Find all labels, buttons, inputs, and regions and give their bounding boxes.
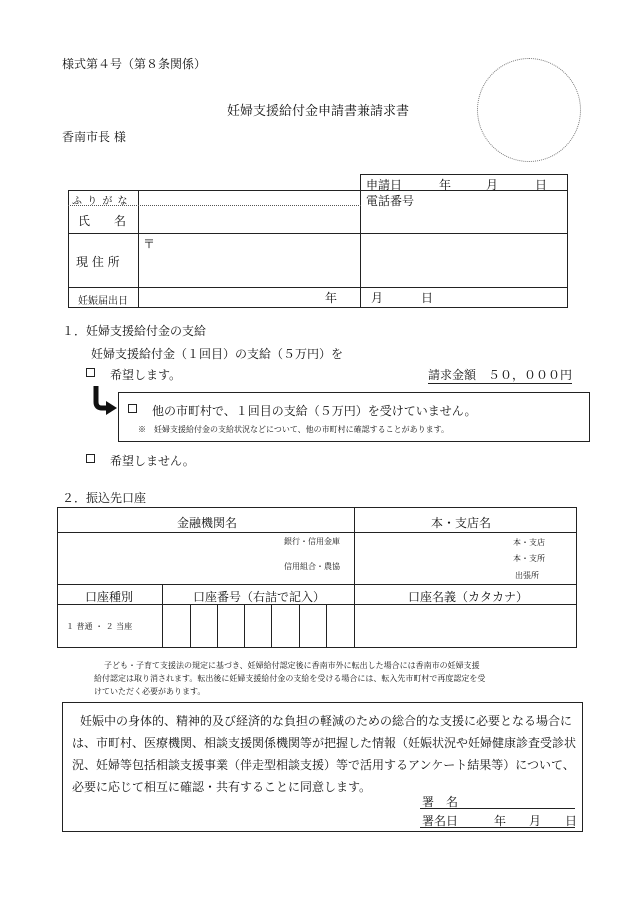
pregnancy-year-unit: 年 [325, 291, 338, 305]
bank-name-header: 金融機関名 [177, 516, 238, 530]
page-title: 妊婦支援給付金申請書兼請求書 [227, 104, 410, 119]
section1-lead: 妊婦支援給付金（１回目）の支給（５万円）を [91, 347, 344, 361]
account-type-header: 口座種別 [85, 590, 134, 604]
phone-label: 電話番号 [366, 194, 415, 208]
account-type-options[interactable]: １ 普通 ・ ２ 当座 [66, 622, 133, 631]
pregnancy-date-field[interactable] [139, 288, 567, 307]
apply-date-year-unit: 年 [439, 178, 452, 192]
account-number-header: 口座番号（右詰で記入） [193, 590, 326, 604]
signature-year-unit: 年 [494, 814, 507, 828]
account-holder-header: 口座名義（カタカナ） [408, 590, 529, 604]
pregnancy-day-unit: 日 [421, 291, 434, 305]
bank-type-1: 銀行・信用金庫 [284, 537, 340, 546]
phone-field[interactable] [361, 208, 567, 233]
notice-line: 子ども・子育て支援法の規定に基づき、妊婦給付認定後に香南市外に転出した場合には香南市の妊婦支援 [104, 661, 480, 670]
addressee: 香南市長 様 [62, 130, 126, 144]
consent-line: 必要に応じて相互に確認・共有することに同意します。 [72, 780, 372, 794]
postal-mark: 〒 [143, 237, 156, 251]
bank-type-2: 信用組合・農協 [284, 562, 340, 571]
arrow-down-right-icon [90, 384, 120, 420]
pregnancy-month-unit: 月 [371, 291, 384, 305]
bank-name-field[interactable] [58, 533, 283, 583]
branch-name-header: 本・支店名 [431, 516, 492, 530]
wish-yes-label: 希望します。 [110, 368, 182, 382]
furigana-field[interactable] [139, 191, 360, 204]
section1-heading: １．妊婦支援給付金の支給 [62, 324, 207, 338]
seal-circle [477, 58, 581, 162]
pregnancy-date-label: 妊娠届出日 [78, 296, 128, 307]
signature-date-label: 署名日 [422, 814, 459, 828]
not-received-checkbox[interactable] [128, 404, 137, 413]
notice-line: 給付認定は取り消されます。転出後に妊婦支援給付金の支給を受ける場合には、転入先市町村で再度認定を受 [94, 674, 486, 683]
signature-month-unit: 月 [529, 814, 542, 828]
wish-yes-checkbox[interactable] [86, 368, 95, 377]
apply-date-month-unit: 月 [486, 178, 499, 192]
address-label: 現 住 所 [76, 255, 120, 269]
branch-type-3: 出張所 [515, 571, 539, 580]
branch-type-1: 本・支店 [513, 538, 545, 547]
account-holder-field[interactable] [355, 605, 576, 647]
form-number: 様式第４号（第８条関係） [62, 57, 207, 71]
apply-date-label: 申請日 [366, 178, 403, 192]
wish-no-label: 希望しません。 [110, 454, 195, 468]
furigana-label: ふ り が な [72, 196, 129, 207]
address-field[interactable] [139, 234, 567, 286]
branch-name-field[interactable] [355, 533, 505, 583]
signature-field[interactable] [462, 792, 574, 807]
wish-no-checkbox[interactable] [86, 454, 95, 463]
consent-line: は、市町村、医療機関、相談支援関係機関等が把握した情報（妊娠状況や妊婦健康診査受診状 [72, 736, 577, 750]
account-number-field[interactable] [163, 605, 353, 647]
consent-line: 妊娠中の身体的、精神的及び経済的な負担の軽減のための総合的な支援に必要となる場合に [80, 714, 573, 728]
name-label: 氏 名 [78, 214, 127, 228]
not-received-label: 他の市町村で、１回目の支給（５万円）を受けていません。 [152, 404, 477, 418]
notice-line: けていただく必要があります。 [94, 687, 206, 696]
section2-heading: ２．振込先口座 [62, 491, 147, 505]
sub-option-note: ※ 妊婦支援給付金の支給状況などについて、他の市町村に確認することがあります。 [138, 425, 450, 434]
name-field[interactable] [139, 206, 360, 232]
signature-label: 署 名 [422, 795, 459, 809]
branch-type-2: 本・支所 [513, 554, 545, 563]
consent-line: 況、妊婦等包括相談支援事業（伴走型相談支援）等で活用するアンケート結果等）について、 [72, 758, 575, 772]
signature-day-unit: 日 [565, 814, 578, 828]
apply-date-day-unit: 日 [535, 178, 548, 192]
claim-amount: 請求金額 ５０，０００円 [428, 368, 573, 382]
